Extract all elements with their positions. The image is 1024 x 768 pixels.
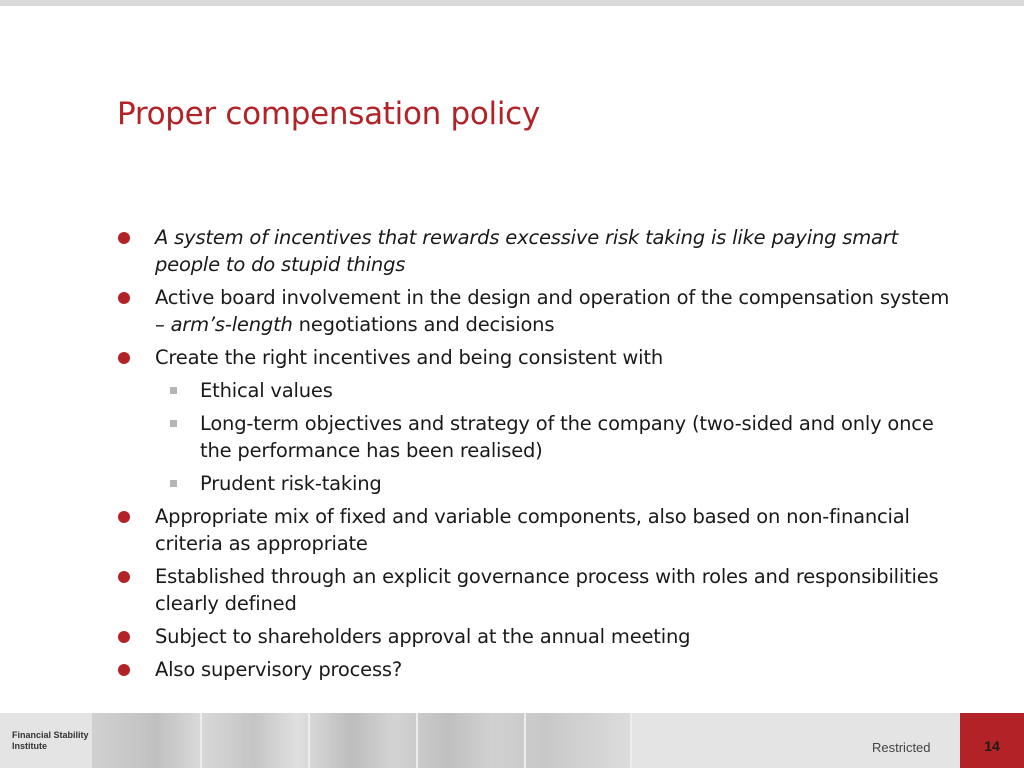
bullet-text-post: negotiations and decisions <box>292 313 555 336</box>
bullet-item <box>118 656 958 683</box>
logo-line-1: Financial Stability <box>12 730 89 740</box>
bullet-item <box>118 563 958 617</box>
bullet-text-emphasis: arm’s-length <box>170 313 293 336</box>
sub-bullet-text: Prudent risk-taking <box>200 472 382 495</box>
photo-panel <box>200 713 310 768</box>
photo-panel <box>524 713 632 768</box>
photo-panel <box>92 713 202 768</box>
photo-panel <box>308 713 418 768</box>
bullet-dot-icon <box>118 352 130 364</box>
bullet-dot-icon <box>118 292 130 304</box>
bullet-dot-icon <box>118 664 130 676</box>
bullet-text-pre: Active board involvement in the design and operation of the compensation system – <box>155 286 950 336</box>
bullet-text: Also supervisory process? <box>155 658 403 681</box>
bullet-item <box>118 284 958 338</box>
logo-line-2: Institute <box>12 741 47 751</box>
bullet-text: Established through an explicit governance process with roles and responsibilities clearly defined <box>155 565 939 615</box>
bullet-item <box>118 224 958 278</box>
bullet-dot-icon <box>118 232 130 244</box>
photo-strip-image <box>92 713 632 768</box>
sub-bullet-item <box>118 377 958 404</box>
classification-label: Restricted <box>872 740 931 755</box>
bullet-text: A system of incentives that rewards excessive risk taking is like paying smart people to do stupid things <box>155 226 899 276</box>
sub-bullet-item <box>118 470 958 497</box>
square-bullet-icon <box>170 387 177 394</box>
bullet-text: Create the right incentives and being consistent with <box>155 346 663 369</box>
fsi-logo <box>12 730 89 752</box>
page-number: 14 <box>984 738 1000 754</box>
bullet-item <box>118 503 958 557</box>
bullet-text: Subject to shareholders approval at the annual meeting <box>155 625 691 648</box>
bullet-list <box>118 224 958 689</box>
bullet-dot-icon <box>118 511 130 523</box>
bullet-dot-icon <box>118 571 130 583</box>
square-bullet-icon <box>170 480 177 487</box>
bullet-item <box>118 344 958 371</box>
photo-panel <box>416 713 526 768</box>
sub-bullet-text: Long-term objectives and strategy of the company (two-sided and only once the performance has been realised) <box>200 412 934 462</box>
slide-title: Proper compensation policy <box>117 96 540 132</box>
sub-bullet-text: Ethical values <box>200 379 333 402</box>
bullet-text: Appropriate mix of fixed and variable components, also based on non-financial criteria as appropriate <box>155 505 910 555</box>
sub-bullet-item <box>118 410 958 464</box>
top-bar <box>0 0 1024 6</box>
square-bullet-icon <box>170 420 177 427</box>
bullet-item <box>118 623 958 650</box>
bullet-dot-icon <box>118 631 130 643</box>
